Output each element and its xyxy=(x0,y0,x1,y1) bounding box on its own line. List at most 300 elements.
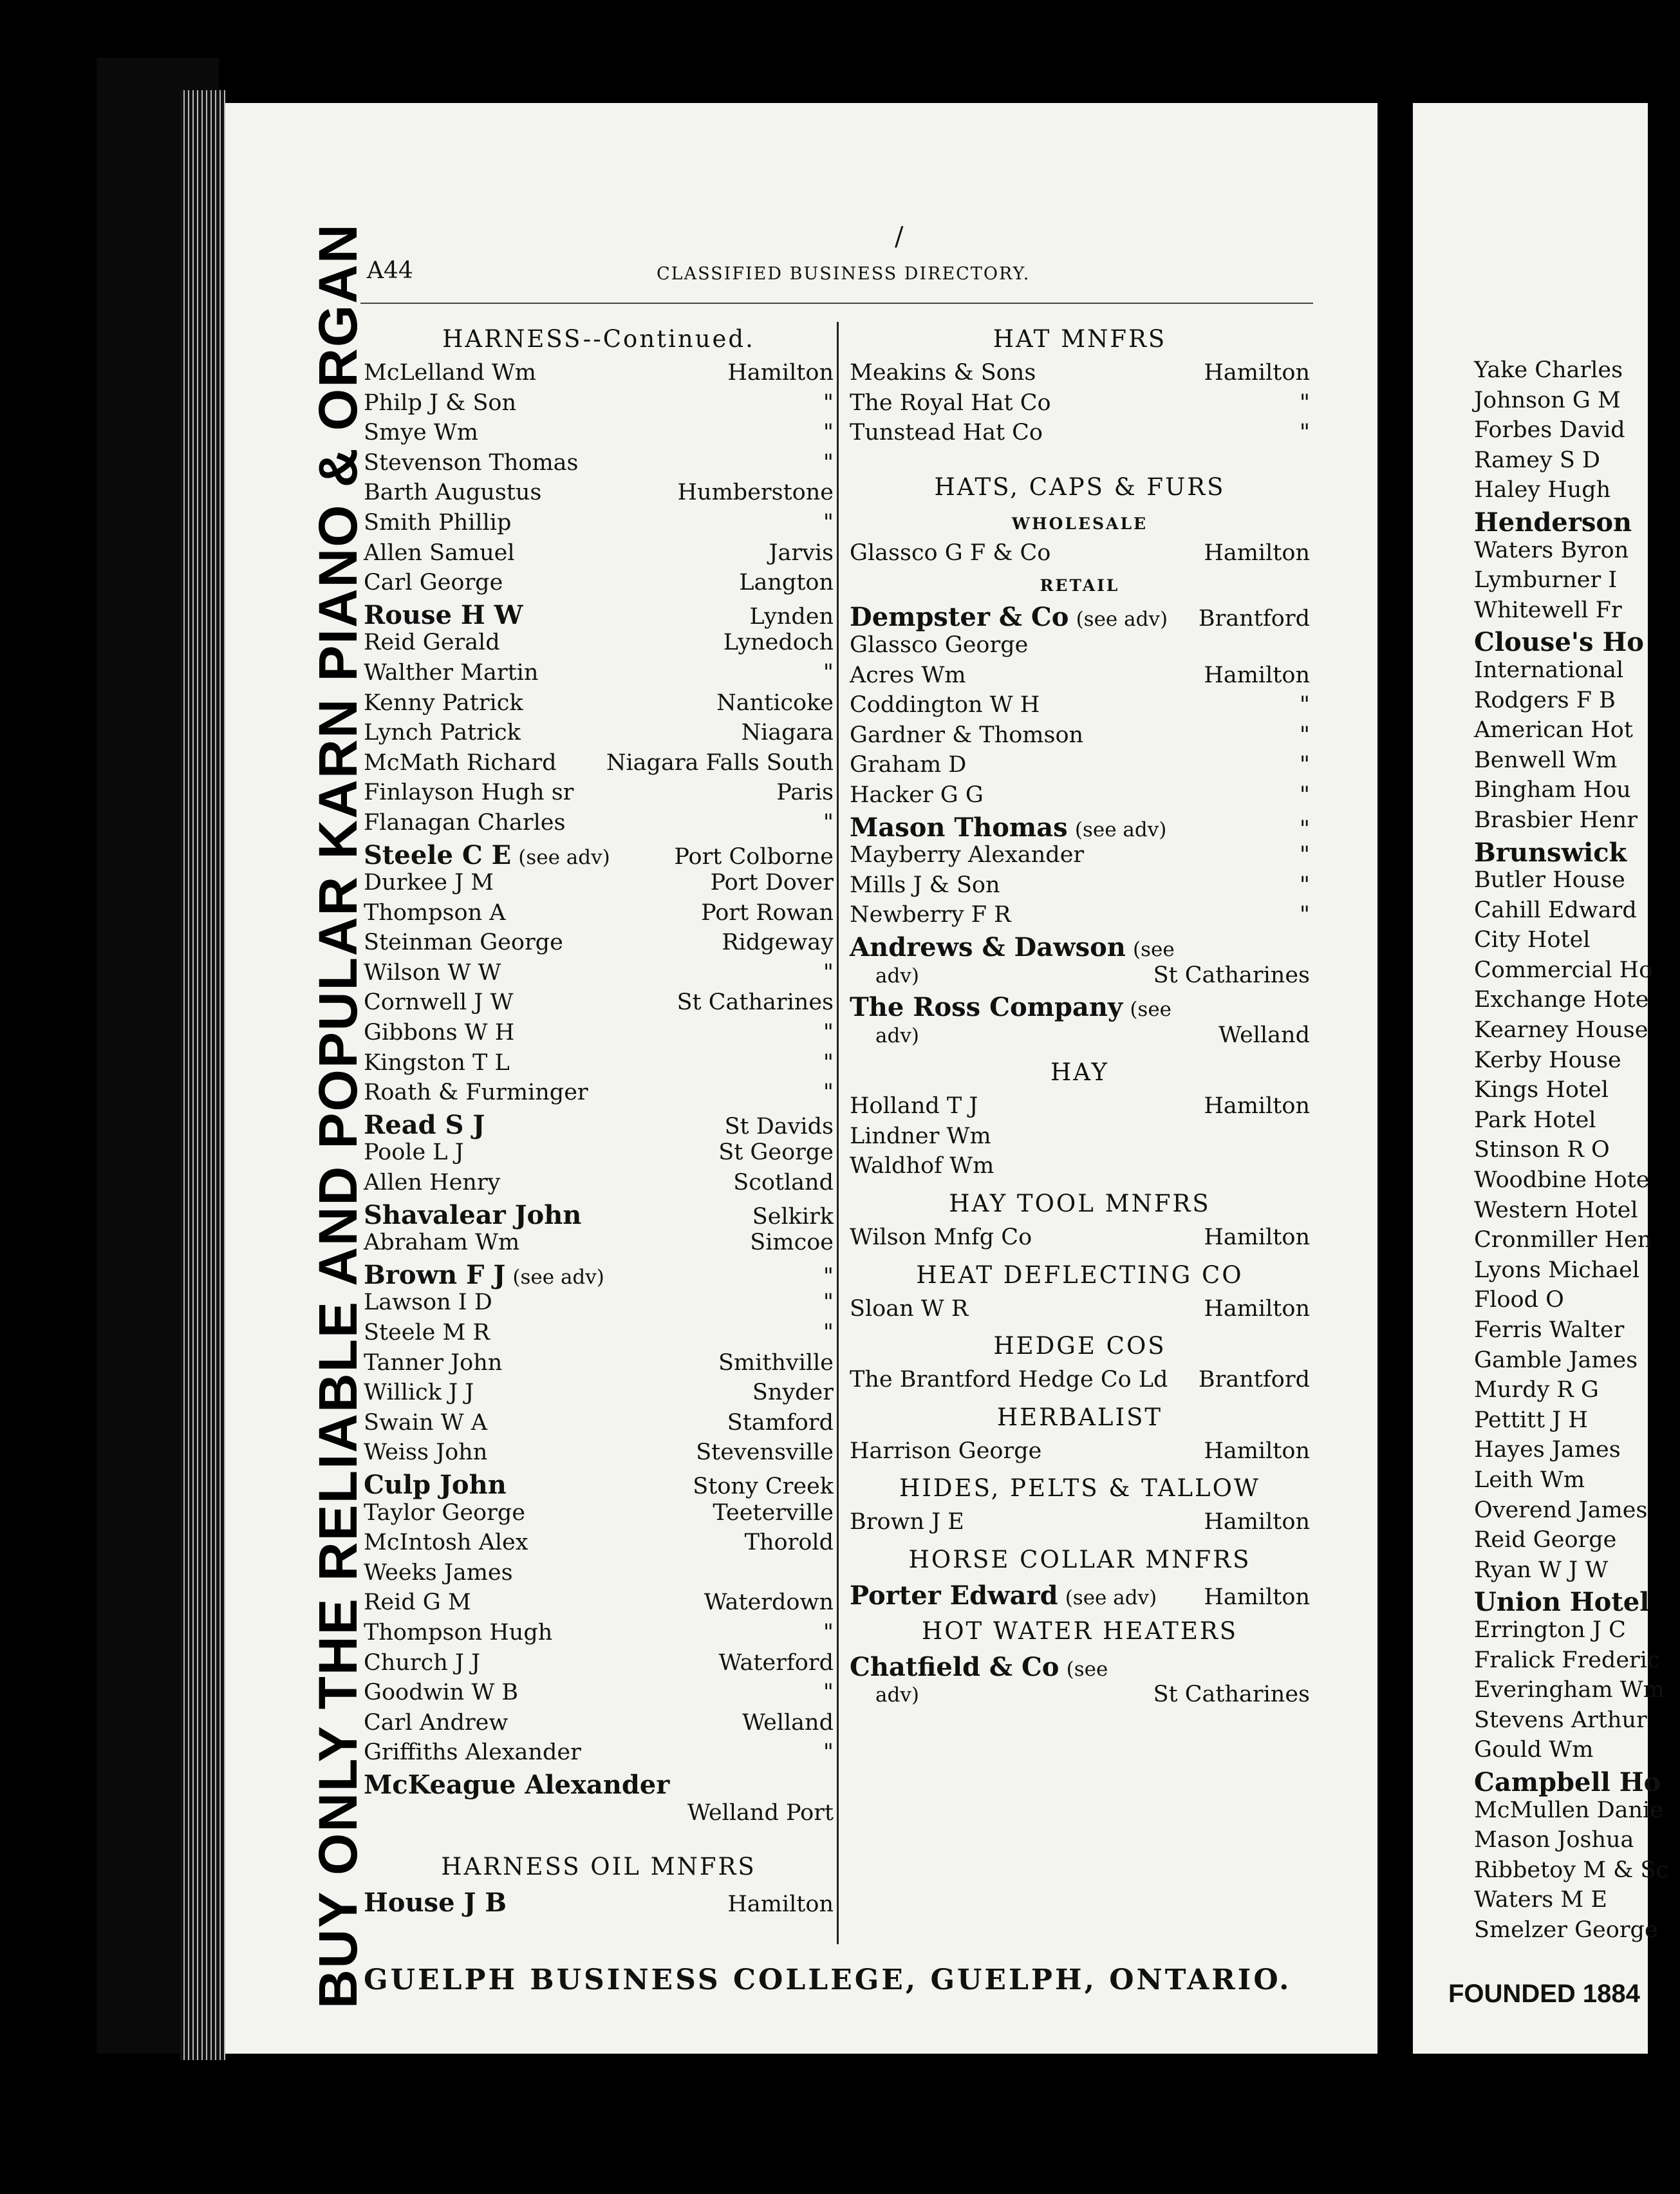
list-item xyxy=(364,1680,834,1710)
entry-name: Brown J E xyxy=(850,1509,964,1535)
entry-name: Porter Edward xyxy=(850,1580,1058,1611)
entry-name: Meakins & Sons xyxy=(850,360,1036,386)
entry-place: Snyder xyxy=(752,1380,834,1406)
entry-name: Rouse H W xyxy=(364,599,523,630)
right-list-item: Ramey S D xyxy=(1474,447,1600,473)
entry-name: Wilson W W xyxy=(364,959,501,986)
right-list-item: Henderson xyxy=(1474,507,1632,538)
list-item xyxy=(850,932,1310,962)
entry-place: Hamilton xyxy=(727,360,834,386)
page-number: A44 xyxy=(367,258,413,284)
list-item xyxy=(850,1682,1310,1712)
middle-column xyxy=(850,319,1310,1712)
entry-name: Mason Thomas xyxy=(850,812,1068,843)
entry-place: Nanticoke xyxy=(716,689,834,716)
right-list-item: Western Hotel xyxy=(1474,1197,1638,1223)
list-item xyxy=(364,1380,834,1410)
list-item xyxy=(364,1289,834,1320)
column-divider xyxy=(837,322,839,1944)
entry-name: Griffiths Alexander xyxy=(364,1739,581,1766)
list-item xyxy=(850,842,1310,872)
entry-place: Port Rowan xyxy=(701,899,834,926)
list-item xyxy=(850,420,1310,450)
entry-name: Holland T J xyxy=(850,1093,978,1120)
entry-place: Smithville xyxy=(718,1349,834,1376)
entry-name: Newberry F R xyxy=(850,902,1011,928)
entry-place: " xyxy=(823,1739,834,1766)
right-list-item: Smelzer George xyxy=(1474,1917,1658,1943)
entry-place: Hamilton xyxy=(1204,1093,1310,1120)
list-item-place: Welland Port xyxy=(687,1799,834,1826)
entry-place: " xyxy=(823,1320,834,1345)
right-list-item: Brasbier Henr xyxy=(1474,807,1638,833)
list-item xyxy=(364,420,834,450)
entry-place: Brantford xyxy=(1198,1367,1310,1393)
entry-place: Stamford xyxy=(727,1409,834,1436)
section-heading: HERBALIST xyxy=(996,1403,1163,1431)
entry-name: Acres Wm xyxy=(850,662,966,688)
entry-name: Durkee J M xyxy=(364,870,494,896)
entry-name: Reid G M xyxy=(364,1589,471,1616)
entry-name: Kingston T L xyxy=(364,1049,510,1076)
entry-name: Andrews & Dawson xyxy=(850,932,1126,962)
right-list-item: Kings Hotel xyxy=(1474,1077,1609,1103)
right-list-item: McMullen Danie xyxy=(1474,1797,1663,1823)
right-list-item: Kearney House xyxy=(1474,1017,1648,1044)
list-item xyxy=(364,390,834,420)
right-list-item: Gould Wm xyxy=(1474,1737,1594,1763)
entry-note: adv) xyxy=(875,964,919,988)
right-list-item: Yake Charles xyxy=(1474,357,1623,383)
list-item xyxy=(850,1367,1310,1397)
entry-name: The Brantford Hedge Co Ld xyxy=(850,1367,1168,1393)
right-list-item: Kerby House xyxy=(1474,1047,1621,1073)
right-list-item: Lymburner I xyxy=(1474,567,1618,594)
list-item xyxy=(364,540,834,570)
entry-name: Hacker G G xyxy=(850,782,984,808)
right-list-item: Stinson R O xyxy=(1474,1137,1610,1163)
list-item xyxy=(364,1888,834,1918)
list-item xyxy=(364,1139,834,1170)
right-list-item: Murdy R G xyxy=(1474,1377,1599,1403)
right-list-item: Bingham Hou xyxy=(1474,777,1631,803)
entry-name: Smith Phillip xyxy=(364,509,512,536)
entry-name: Carl George xyxy=(364,570,503,596)
right-page-footer: FOUNDED 1884 xyxy=(1448,1980,1640,2008)
entry-name: Poole L J xyxy=(364,1139,464,1166)
section-heading-harness: HARNESS--Continued. xyxy=(442,325,755,353)
side-advert-banner: BUY ONLY THE RELIABLE AND POPULAR KARN PIANO & ORGAN xyxy=(308,223,368,2009)
entry-name: Mills J & Son xyxy=(850,872,1000,898)
entry-note: (see adv) xyxy=(1076,608,1168,632)
right-list-item: Fralick Frederic xyxy=(1474,1647,1660,1673)
entry-name: Reid Gerald xyxy=(364,630,500,656)
entry-place: " xyxy=(1299,902,1310,928)
list-item xyxy=(850,1296,1310,1326)
entry-name: Thompson Hugh xyxy=(364,1619,553,1646)
right-list-item: Waters M E xyxy=(1474,1887,1607,1913)
list xyxy=(850,1509,1310,1539)
entry-place: St Davids xyxy=(724,1113,834,1139)
entry-name: Steinman George xyxy=(364,930,563,956)
right-list-item: Flood O xyxy=(1474,1287,1564,1313)
right-list-item: Woodbine Hote xyxy=(1474,1167,1650,1194)
entry-name: Goodwin W B xyxy=(364,1680,519,1706)
list-item xyxy=(364,1560,834,1590)
list-item xyxy=(364,1589,834,1620)
right-list-item: Waters Byron xyxy=(1474,537,1629,563)
list-item xyxy=(364,1739,834,1770)
section-heading-harness-oil: HARNESS OIL MNFRS xyxy=(441,1852,756,1880)
entry-name: Walther Martin xyxy=(364,659,539,686)
right-list-item: Johnson G M xyxy=(1474,387,1621,413)
list-item xyxy=(364,840,834,870)
list-item xyxy=(364,1320,834,1350)
list-item xyxy=(850,1153,1310,1183)
entry-place: Hamilton xyxy=(1204,539,1310,566)
entry-place: Paris xyxy=(776,780,834,806)
right-list-item: Haley Hugh xyxy=(1474,477,1611,503)
list-item xyxy=(364,780,834,810)
entry-name: Roath & Furminger xyxy=(364,1080,588,1106)
right-list-item: Ryan W J W xyxy=(1474,1557,1609,1583)
page-edges xyxy=(180,90,225,2060)
right-list-item: American Hot xyxy=(1474,717,1633,744)
list xyxy=(850,1296,1310,1326)
list-item xyxy=(364,720,834,750)
entry-place: Hamilton xyxy=(727,1891,834,1917)
right-list-item: Pettitt J H xyxy=(1474,1407,1588,1433)
entry-name: Sloan W R xyxy=(850,1295,969,1322)
entry-place: " xyxy=(823,1049,834,1076)
entry-name: Allen Henry xyxy=(364,1170,501,1196)
entry-place: Waterdown xyxy=(704,1589,834,1616)
list xyxy=(850,602,1310,932)
right-list-item: Butler House xyxy=(1474,867,1625,894)
entry-name: Steele M R xyxy=(364,1320,490,1345)
right-list-item: Reid George xyxy=(1474,1527,1617,1553)
right-list-item: Ribbetoy M & Sc xyxy=(1474,1857,1668,1883)
list-item xyxy=(850,752,1310,782)
list-item xyxy=(364,1410,834,1440)
right-list-item: Errington J C xyxy=(1474,1617,1626,1643)
entry-place: " xyxy=(1299,692,1310,718)
list-item xyxy=(364,1620,834,1650)
right-list-item: Hayes James xyxy=(1474,1437,1621,1463)
list xyxy=(850,1580,1310,1611)
list xyxy=(850,1438,1310,1468)
right-list-item: Mason Joshua xyxy=(1474,1827,1634,1853)
harness-list xyxy=(364,360,834,1800)
entry-place: " xyxy=(823,1263,834,1289)
list-item xyxy=(364,1230,834,1260)
section-heading: HAY TOOL MNFRS xyxy=(949,1190,1211,1218)
list-item xyxy=(364,1650,834,1680)
right-list-item: Leith Wm xyxy=(1474,1467,1585,1493)
list-item xyxy=(364,660,834,690)
right-list-item: Brunswick xyxy=(1474,837,1627,868)
list-item xyxy=(364,1080,834,1110)
entry-note: (see adv) xyxy=(518,845,610,869)
entry-name: Flanagan Charles xyxy=(364,809,566,836)
right-list-item: Everingham Wm xyxy=(1474,1677,1665,1703)
entry-name: Read S J xyxy=(364,1109,485,1140)
entry-name: Barth Augustus xyxy=(364,480,542,506)
entry-note: (see xyxy=(1066,1657,1108,1681)
entry-name: Shavalear John xyxy=(364,1199,582,1230)
entry-name: Tunstead Hat Co xyxy=(850,420,1043,446)
pen-mark: / xyxy=(895,222,904,252)
list-item xyxy=(364,810,834,840)
entry-name: McMath Richard xyxy=(364,749,557,776)
entry-name: McLelland Wm xyxy=(364,360,536,386)
list-item xyxy=(364,989,834,1020)
entry-place: Stevensville xyxy=(696,1439,834,1466)
entry-place: Niagara Falls South xyxy=(606,749,834,776)
right-list-item: Ferris Walter xyxy=(1474,1317,1625,1343)
list-item xyxy=(850,872,1310,903)
list-item xyxy=(850,1580,1310,1611)
entry-place: St Catharines xyxy=(1153,1682,1310,1708)
page-footer-advert: GUELPH BUSINESS COLLEGE, GUELPH, ONTARIO. xyxy=(364,1964,1292,1996)
list-item xyxy=(850,992,1310,1022)
entry-place: Welland xyxy=(742,1709,834,1736)
entry-name: Philp J & Son xyxy=(364,389,517,416)
right-list-item: Cronmiller Hen xyxy=(1474,1227,1652,1253)
entry-note: (see adv) xyxy=(1074,818,1167,841)
right-list-item: Clouse's Ho xyxy=(1474,627,1644,658)
entry-place: " xyxy=(1299,389,1310,416)
entry-note: (see adv) xyxy=(512,1265,604,1289)
list-item xyxy=(364,930,834,960)
right-list-item: Lyons Michael xyxy=(1474,1257,1640,1283)
list xyxy=(850,1367,1310,1397)
list-item xyxy=(364,1470,834,1500)
entry-name: The Ross Company xyxy=(850,992,1123,1023)
entry-place: " xyxy=(1299,420,1310,446)
list-item xyxy=(364,1530,834,1560)
entry-name: Lindner Wm xyxy=(850,1123,991,1149)
entry-place: St Catharines xyxy=(1153,962,1310,988)
entry-name: Swain W A xyxy=(364,1409,488,1436)
entry-name: Steele C E xyxy=(364,839,512,870)
entry-name: Culp John xyxy=(364,1469,507,1500)
entry-place: " xyxy=(1299,782,1310,808)
entry-name: Abraham Wm xyxy=(364,1230,520,1256)
list-item xyxy=(364,600,834,630)
right-list-item: Gamble James xyxy=(1474,1347,1638,1373)
header-rule xyxy=(360,303,1313,304)
section-heading: HORSE COLLAR MNFRS xyxy=(908,1546,1251,1574)
right-list-item: Overend James xyxy=(1474,1497,1648,1523)
list-item xyxy=(850,722,1310,753)
entry-name: Willick J J xyxy=(364,1380,474,1406)
entry-place: Lynedoch xyxy=(723,630,834,656)
entry-place: Langton xyxy=(739,570,834,596)
entry-place: Port Colborne xyxy=(674,843,834,870)
list-item xyxy=(364,1110,834,1140)
entry-place: " xyxy=(823,659,834,686)
entry-name: Harrison George xyxy=(850,1438,1042,1464)
list-item xyxy=(364,900,834,930)
right-list-item: Whitewell Fr xyxy=(1474,597,1622,623)
entry-name: Smye Wm xyxy=(364,420,478,446)
list-item xyxy=(364,870,834,900)
right-list-item: Campbell Ho xyxy=(1474,1767,1661,1797)
section-heading: HOT WATER HEATERS xyxy=(921,1617,1238,1645)
list xyxy=(850,360,1310,450)
entry-name: Waldhof Wm xyxy=(850,1153,994,1179)
entry-name: Chatfield & Co xyxy=(850,1651,1059,1682)
sub-heading-retail: RETAIL xyxy=(1040,576,1120,595)
section-heading: HATS, CAPS & FURS xyxy=(934,473,1226,501)
list-item xyxy=(850,662,1310,693)
entry-name: The Royal Hat Co xyxy=(850,389,1051,416)
list-item xyxy=(850,782,1310,812)
entry-place: Hamilton xyxy=(1204,360,1310,386)
entry-name: Finlayson Hugh sr xyxy=(364,780,574,806)
entry-place: " xyxy=(823,1619,834,1646)
list-item xyxy=(364,690,834,720)
entry-name: Gardner & Thomson xyxy=(850,722,1084,748)
section-heading: HEDGE COS xyxy=(993,1332,1166,1360)
entry-place: Simcoe xyxy=(750,1230,834,1256)
list-item xyxy=(364,1020,834,1050)
list-item xyxy=(850,390,1310,420)
entry-place: St Catharines xyxy=(677,989,834,1016)
list-item xyxy=(364,1770,834,1800)
entry-place: " xyxy=(1299,722,1310,748)
entry-place: " xyxy=(823,420,834,446)
entry-name: Coddington W H xyxy=(850,692,1040,718)
section-heading: HIDES, PELTS & TALLOW xyxy=(899,1474,1260,1503)
list-item xyxy=(850,632,1310,662)
entry-place: " xyxy=(823,959,834,986)
section-heading: HEAT DEFLECTING CO xyxy=(916,1261,1244,1289)
right-page-list xyxy=(1474,357,1680,1947)
entry-name: Glassco George xyxy=(850,632,1029,658)
entry-name: Carl Andrew xyxy=(364,1709,509,1736)
entry-note: (see adv) xyxy=(1065,1586,1157,1610)
right-list-item: Union Hotel xyxy=(1474,1587,1650,1618)
list xyxy=(850,1093,1310,1183)
list-item xyxy=(850,1509,1310,1539)
entry-place: Hamilton xyxy=(1204,1295,1310,1322)
entry-name: Weiss John xyxy=(364,1439,488,1466)
list-item xyxy=(850,540,1310,570)
entry-name: Church J J xyxy=(364,1649,481,1676)
entry-place: " xyxy=(823,1080,834,1106)
list-item xyxy=(364,1170,834,1200)
list-item xyxy=(364,450,834,480)
entry-name: Kenny Patrick xyxy=(364,689,523,716)
left-column xyxy=(364,319,834,1917)
list-item xyxy=(364,1710,834,1740)
list-item xyxy=(850,1093,1310,1123)
entry-place: " xyxy=(1299,816,1310,842)
entry-note: (see xyxy=(1133,937,1175,961)
entry-place: Hamilton xyxy=(1204,1438,1310,1464)
entry-place: " xyxy=(823,1289,834,1316)
entry-name: McIntosh Alex xyxy=(364,1530,528,1556)
right-list-item: Benwell Wm xyxy=(1474,747,1618,773)
entry-place: Hamilton xyxy=(1204,1509,1310,1535)
right-list-item: Commercial Ho xyxy=(1474,957,1653,983)
list-item xyxy=(364,510,834,540)
right-list-item: City Hotel xyxy=(1474,927,1591,953)
entry-name: Graham D xyxy=(850,752,967,778)
list-item xyxy=(850,902,1310,932)
entry-name: Weeks James xyxy=(364,1559,513,1586)
entry-name: Tanner John xyxy=(364,1349,503,1376)
entry-name: House J B xyxy=(364,1887,507,1918)
entry-place: " xyxy=(823,449,834,476)
entry-place: Teeterville xyxy=(713,1499,834,1526)
entry-name: Lawson I D xyxy=(364,1289,492,1316)
list-item xyxy=(850,962,1310,993)
entry-place: Port Dover xyxy=(710,870,834,896)
page-title: CLASSIFIED BUSINESS DIRECTORY. xyxy=(657,264,1031,284)
entry-place: Stony Creek xyxy=(693,1473,834,1499)
entry-name: Mayberry Alexander xyxy=(850,842,1085,868)
entry-name: McKeague Alexander xyxy=(364,1769,670,1800)
entry-place: " xyxy=(1299,752,1310,778)
section-heading: HAY xyxy=(1050,1058,1109,1087)
entry-name: Stevenson Thomas xyxy=(364,449,579,476)
right-list-item: Forbes David xyxy=(1474,417,1625,444)
entry-place: Jarvis xyxy=(769,539,834,566)
entry-place: " xyxy=(823,1680,834,1706)
list-item xyxy=(850,1022,1310,1053)
entry-name: Lynch Patrick xyxy=(364,720,521,746)
entry-name: Dempster & Co xyxy=(850,602,1069,633)
entry-name: Glassco G F & Co xyxy=(850,539,1051,566)
list-item xyxy=(364,570,834,600)
list-item xyxy=(364,1050,834,1080)
entry-place: " xyxy=(823,809,834,836)
entry-name: Gibbons W H xyxy=(364,1020,515,1046)
entry-place: " xyxy=(1299,842,1310,868)
section-heading: HAT MNFRS xyxy=(993,325,1167,353)
entry-place: Thorold xyxy=(744,1530,834,1556)
list-item xyxy=(364,750,834,780)
list-item xyxy=(850,1123,1310,1154)
entry-note: adv) xyxy=(875,1024,919,1047)
list-item xyxy=(364,1500,834,1530)
list-item xyxy=(364,480,834,510)
entry-note: adv) xyxy=(875,1683,919,1707)
right-list-item: Park Hotel xyxy=(1474,1107,1596,1133)
entry-place: Welland xyxy=(1218,1022,1310,1048)
right-list-item: Cahill Edward xyxy=(1474,897,1637,923)
entry-place: " xyxy=(823,509,834,536)
list-item xyxy=(364,1200,834,1230)
entry-name: Taylor George xyxy=(364,1499,525,1526)
entry-place: Scotland xyxy=(733,1170,834,1196)
entry-place: Brantford xyxy=(1198,606,1310,632)
list-item xyxy=(850,1652,1310,1682)
list-item xyxy=(850,1438,1310,1468)
entry-place: Hamilton xyxy=(1204,662,1310,688)
entry-name: Cornwell J W xyxy=(364,989,514,1016)
list-item xyxy=(850,360,1310,390)
list-item xyxy=(364,360,834,390)
list-item xyxy=(364,630,834,660)
entry-place: Hamilton xyxy=(1204,1224,1310,1251)
sub-heading-wholesale: WHOLESALE xyxy=(1011,514,1148,533)
list-item xyxy=(850,1224,1310,1255)
entry-place: Niagara xyxy=(741,720,834,746)
